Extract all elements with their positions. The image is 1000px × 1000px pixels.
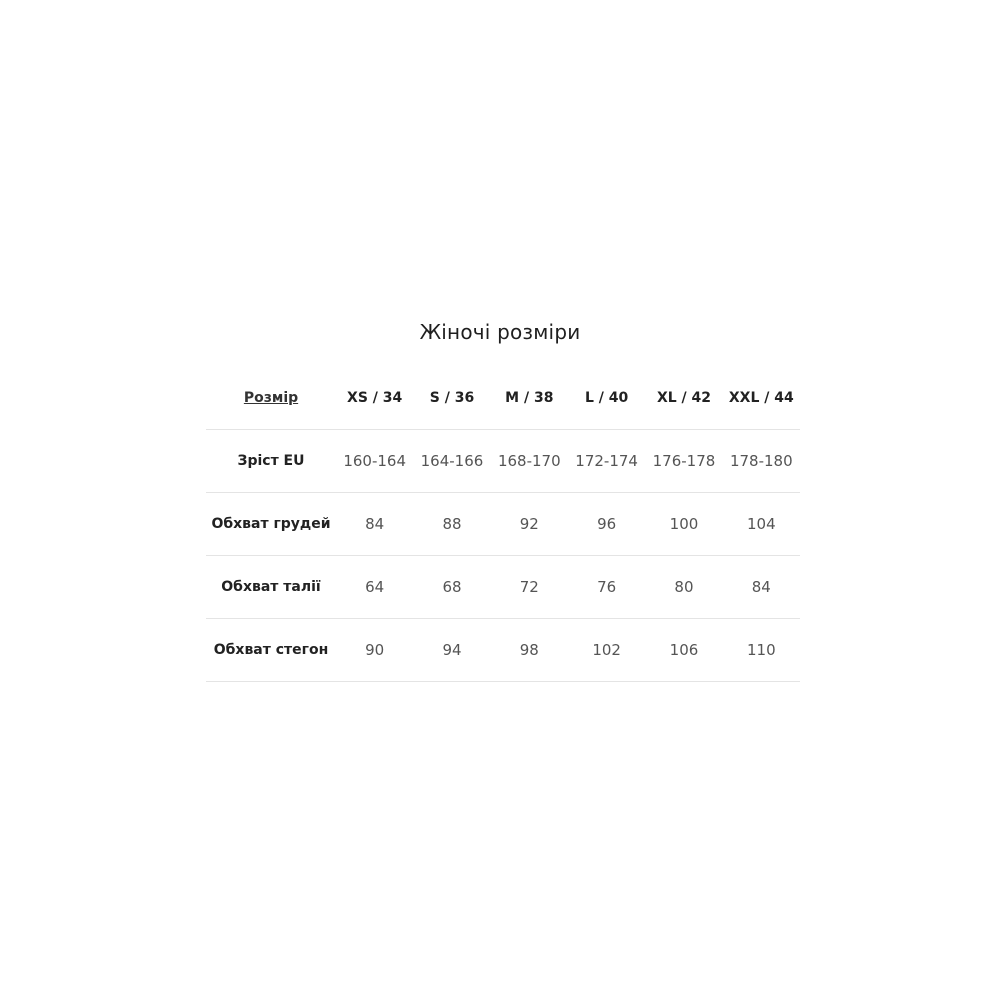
page-title: Жіночі розміри — [419, 320, 581, 344]
table-cell: 104 — [723, 493, 800, 556]
table-row-hips — [206, 619, 800, 682]
size-column-header: XXL / 44 — [723, 367, 800, 430]
row-label: Обхват талії — [206, 556, 336, 619]
size-column-header: XS / 34 — [336, 367, 413, 430]
table-cell: 106 — [645, 619, 722, 682]
size-column-header: S / 36 — [413, 367, 490, 430]
table-header-row — [206, 367, 800, 430]
table-cell: 84 — [336, 493, 413, 556]
table-cell: 68 — [413, 556, 490, 619]
table-cell: 76 — [568, 556, 645, 619]
size-header-cell[interactable] — [206, 367, 336, 430]
table-cell: 84 — [723, 556, 800, 619]
table-row-height — [206, 430, 800, 493]
table-cell: 80 — [645, 556, 722, 619]
table-cell: 160-164 — [343, 452, 406, 470]
table-cell: 88 — [413, 493, 490, 556]
table-cell: 172-174 — [575, 452, 638, 470]
row-label: Зріст EU — [237, 453, 305, 469]
table-row-waist — [206, 556, 800, 619]
table-cell: 176-178 — [652, 452, 716, 470]
table-cell: 100 — [645, 493, 722, 556]
table-cell: 102 — [568, 619, 645, 682]
table-cell: 92 — [491, 493, 568, 556]
table-cell: 164-166 — [420, 452, 484, 470]
size-column-header: L / 40 — [568, 367, 645, 430]
table-cell: 64 — [336, 556, 413, 619]
table-cell: 96 — [568, 493, 645, 556]
table-cell: 178-180 — [729, 452, 793, 470]
size-column-header: XL / 42 — [645, 367, 722, 430]
size-chart-table — [206, 367, 800, 682]
row-label: Обхват стегон — [206, 619, 336, 682]
row-label: Обхват грудей — [206, 493, 336, 556]
table-cell: 72 — [491, 556, 568, 619]
table-row-chest — [206, 493, 800, 556]
table-cell: 168-170 — [497, 452, 561, 470]
table-cell: 90 — [336, 619, 413, 682]
size-column-header: M / 38 — [491, 367, 568, 430]
size-header-label[interactable]: Розмір — [243, 390, 299, 406]
table-cell: 94 — [413, 619, 490, 682]
table-cell: 98 — [491, 619, 568, 682]
table-cell: 110 — [723, 619, 800, 682]
